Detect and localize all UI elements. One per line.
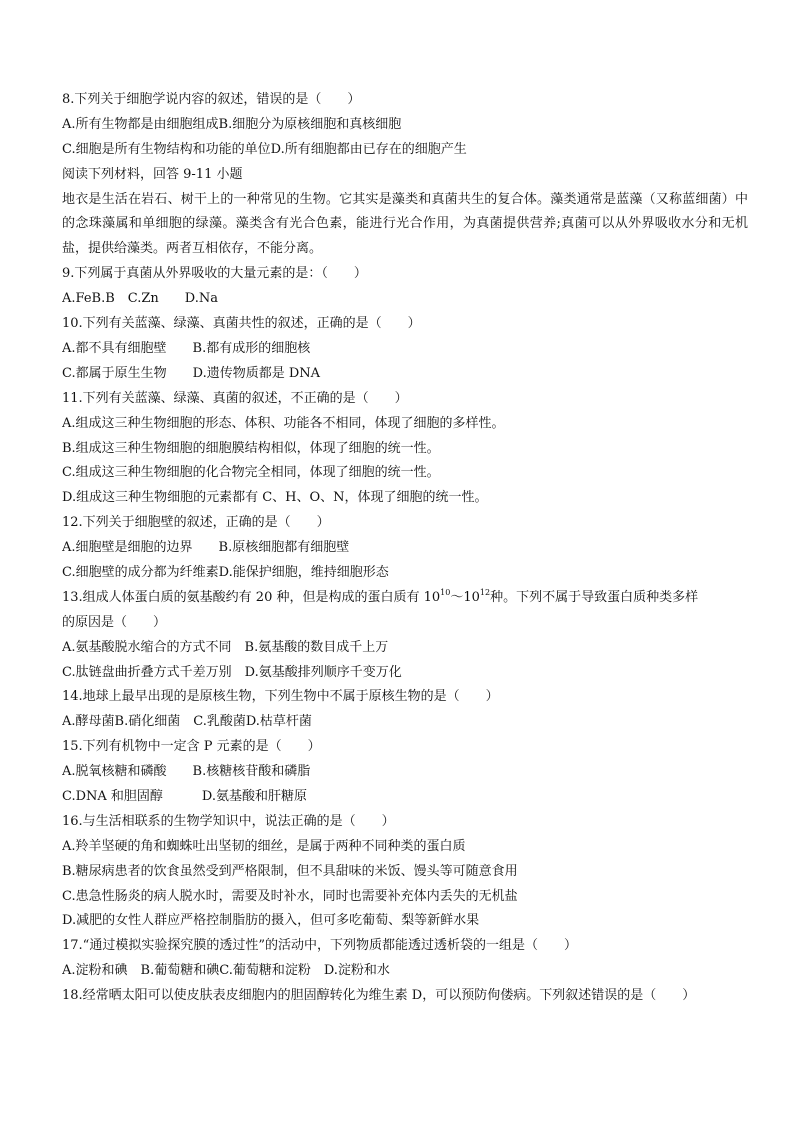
question-15-options-cd: C.DNA 和胆固醇 D.氨基酸和肝糖原 (62, 788, 308, 804)
question-10-options-cd: C.都属于原生生物 D.遗传物质都是 DNA (62, 365, 321, 381)
question-17-options: A.淀粉和碘 B.葡萄糖和碘C.葡萄糖和淀粉 D.淀粉和水 (62, 963, 390, 979)
question-12-options-ab: A.细胞壁是细胞的边界 B.原核细胞都有细胞壁 (62, 540, 350, 556)
question-11-option-d: D.组成这三种生物细胞的元素都有 C、H、O、N，体现了细胞的统一性。 (62, 490, 488, 506)
question-12-options-cd: C.细胞壁的成分都为纤维素D.能保护细胞，维持细胞形态 (62, 564, 389, 580)
question-8-stem: 8.下列关于细胞学说内容的叙述，错误的是（ ） (62, 92, 361, 107)
question-13-options-ab: A.氨基酸脱水缩合的方式不同 B.氨基酸的数目成千上万 (62, 639, 389, 655)
question-13-stem (62, 586, 748, 611)
reading-instruction: 阅读下列材料，回答 9-11 小题 (62, 166, 243, 182)
question-8-options-ab: A.所有生物都是由细胞组成B.细胞分为原核细胞和真核细胞 (62, 116, 402, 132)
question-13-text-a: 13.组成人体蛋白质的氨基酸约有 20 种，但是构成的蛋白质有 10 (62, 589, 441, 605)
question-13-text-c: 种。下列不属于导致蛋白质种类多样 (490, 589, 699, 605)
question-13-exponent-2: 12 (479, 587, 491, 597)
question-15-stem: 15.下列有机物中一定含 P 元素的是（ ） (62, 739, 321, 755)
question-14-options: A.酵母菌B.硝化细菌 C.乳酸菌D.枯草杆菌 (62, 714, 312, 730)
question-9-stem: 9.下列属于真菌从外界吸收的大量元素的是：（ ） (62, 266, 367, 282)
question-11-option-a: A.组成这三种生物细胞的形态、体积、功能各不相同，体现了细胞的多样性。 (62, 415, 505, 431)
question-16-option-c: C.患急性肠炎的病人脱水时，需要及时补水，同时也需要补充体内丢失的无机盐 (62, 888, 518, 904)
question-18-stem: 18.经常晒太阳可以使皮肤表皮细胞内的胆固醇转化为维生素 D，可以预防佝偻病。下列叙述错误的是（ ） (62, 988, 696, 1004)
question-16-stem: 16.与生活相联系的生物学知识中，说法正确的是（ ） (62, 813, 395, 829)
question-11-option-b: B.组成这三种生物细胞的细胞膜结构相似，体现了细胞的统一性。 (62, 440, 440, 456)
question-13-options-cd: C.肽链盘曲折叠方式千差万别 D.氨基酸排列顺序千变万化 (62, 664, 402, 680)
question-10-stem: 10.下列有关蓝藻、绿藻、真菌共性的叙述，正确的是（ ） (62, 316, 421, 332)
question-10-options-ab: A.都不具有细胞壁 B.都有成形的细胞核 (62, 340, 311, 356)
question-13-text-b: ～10 (450, 589, 480, 605)
question-16-option-a: A.羚羊坚硬的角和蜘蛛吐出坚韧的细丝，是属于两种不同种类的蛋白质 (62, 838, 466, 854)
question-12-stem: 12.下列关于细胞壁的叙述，正确的是（ ） (62, 515, 330, 531)
question-11-stem: 11.下列有关蓝藻、绿藻、真菌的叙述，不正确的是（ ） (62, 390, 408, 406)
question-14-stem: 14.地球上最早出现的是原核生物，下列生物中不属于原核生物的是（ ） (62, 689, 499, 705)
question-16-option-d: D.减肥的女性人群应严格控制脂肪的摄入，但可多吃葡萄、梨等新鲜水果 (62, 913, 480, 929)
question-15-options-ab: A.脱氧核糖和磷酸 B.核糖核苷酸和磷脂 (62, 764, 311, 780)
question-17-stem: 17.“通过模拟实验探究膜的透过性”的活动中，下列物质都能透过透析袋的一组是（ ） (62, 938, 577, 954)
question-16-option-b: B.糖尿病患者的饮食虽然受到严格限制，但不具甜味的米饭、馒头等可随意食用 (62, 863, 518, 879)
lichen-passage: 地衣是生活在岩石、树干上的一种常见的生物。它其实是藻类和真菌共生的复合体。藻类通常是蓝藻（又称蓝细菌）中的念珠藻属和单细胞的绿藻。藻类含有光合色素，能进行光合作用，为真菌提供营养;真菌可以从外界吸收水分和无机盐，提供给藻类。两者互相依存，不能分离。 (62, 191, 748, 257)
question-13-exponent-1: 10 (440, 587, 451, 597)
exam-content (62, 88, 748, 1009)
question-13-stem-continued: 的原因是（ ） (62, 614, 167, 630)
question-9-options: A.FeB.B C.Zn D.Na (62, 291, 219, 307)
question-11-option-c: C.组成这三种生物细胞的化合物完全相同，体现了细胞的统一性。 (62, 465, 440, 481)
question-8-options-cd: C.细胞是所有生物结构和功能的单位D.所有细胞都由已存在的细胞产生 (62, 141, 467, 157)
